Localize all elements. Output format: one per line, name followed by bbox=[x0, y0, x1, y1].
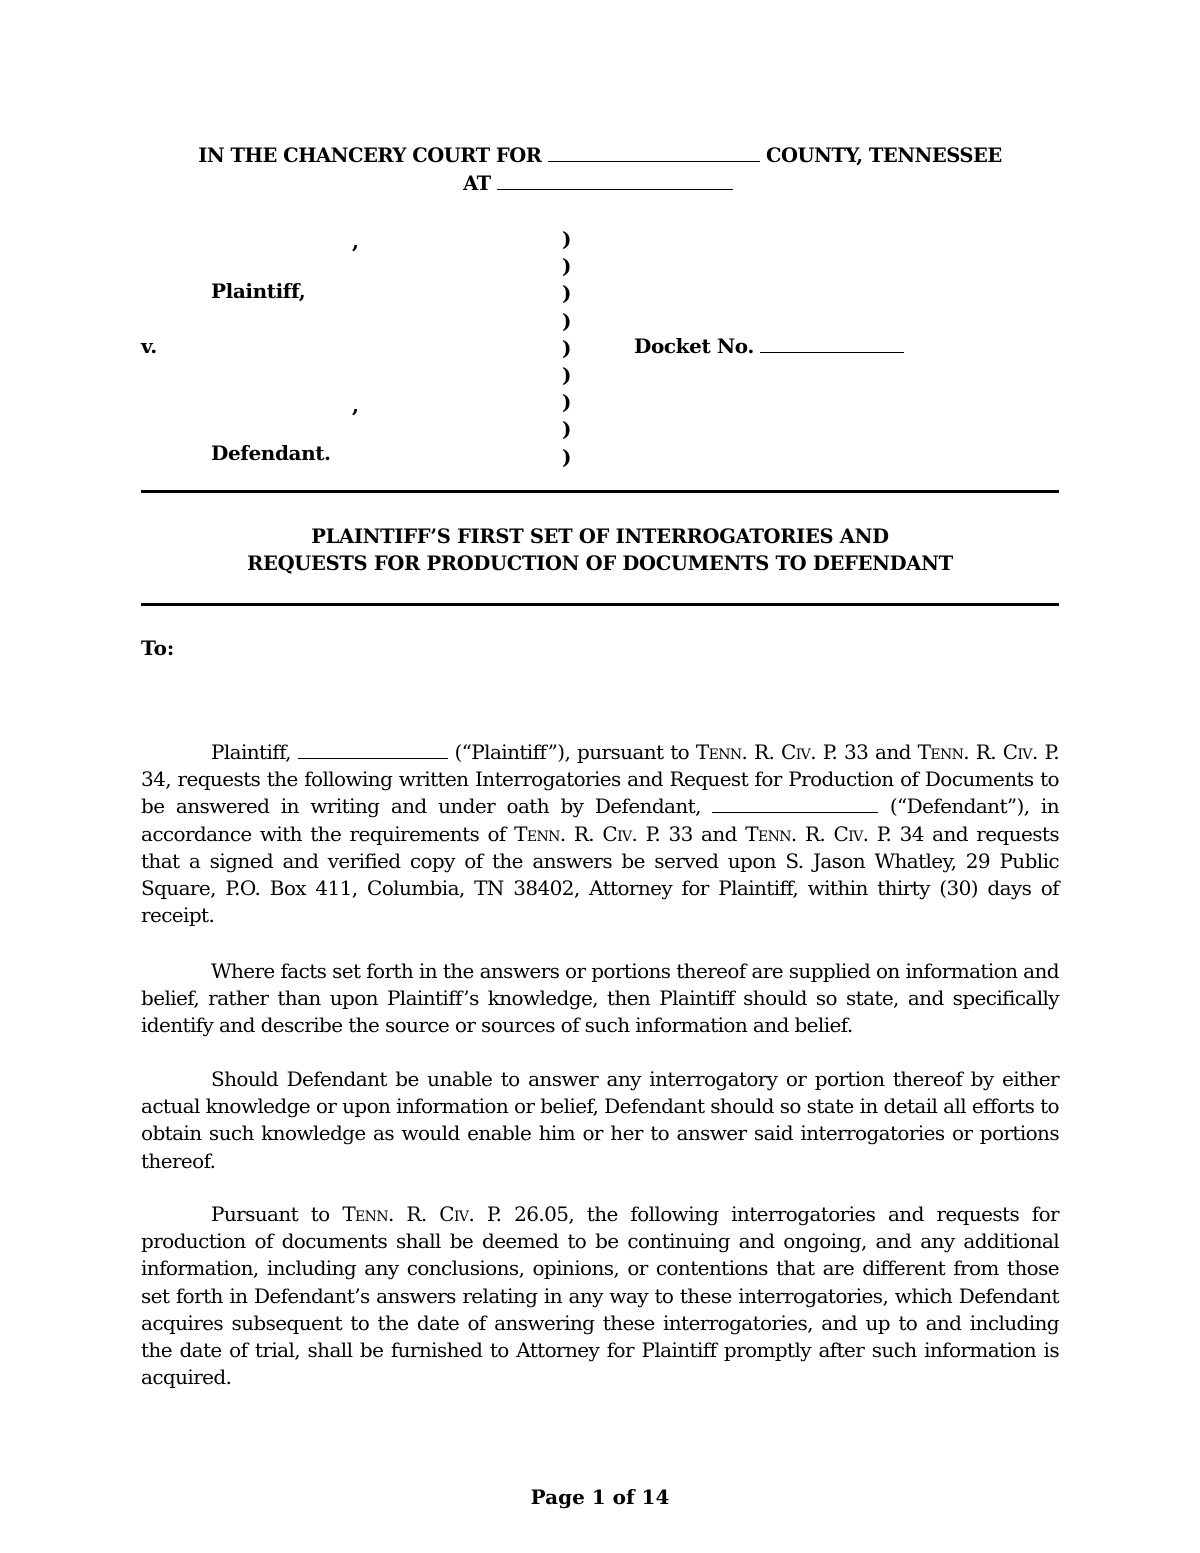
docket-label: Docket No. bbox=[634, 334, 754, 358]
title-rule-top bbox=[141, 490, 1059, 493]
caption-paren: ) bbox=[562, 281, 572, 306]
p4-text: . P. 26.05, the following interrogatories and requests for production of documents shall be deemed to be continuing and ongoing, and any additional information, including any conclusions, opinions, or contentions that are different from those set forth in Defendant’s answers relating in any way to these interrogatories, which Defendant acquires subsequent to the date of answering these interrogatories, and up to and including the date of trial, shall be furnished to Attorney for Plaintiff promptly after such information is acquired. bbox=[141, 1202, 1059, 1390]
caption-paren: ) bbox=[562, 362, 572, 387]
caption-paren: ) bbox=[562, 417, 572, 442]
caption-paren: ) bbox=[562, 254, 572, 279]
to-label: To: bbox=[141, 636, 175, 660]
docket-number bbox=[634, 334, 904, 358]
defendant-name-blank bbox=[712, 798, 878, 813]
caption-parentheses bbox=[562, 226, 571, 471]
plaintiff-label: Plaintiff, bbox=[211, 279, 306, 303]
docket-blank bbox=[760, 336, 904, 353]
court-heading bbox=[0, 144, 1200, 167]
document-title-line-2: REQUESTS FOR PRODUCTION OF DOCUMENTS TO DEFENDANT bbox=[247, 552, 953, 575]
p1-text: (“Defendant”), in accordance with the requirements of bbox=[141, 794, 1060, 846]
caption-paren: ) bbox=[562, 308, 572, 333]
p1-text: Plaintiff, bbox=[211, 740, 291, 764]
document-title-line-1: PLAINTIFF’S FIRST SET OF INTERROGATORIES AND bbox=[311, 525, 889, 548]
caption-paren: ) bbox=[562, 335, 572, 360]
p1-text: . P. 33 and bbox=[810, 740, 911, 764]
p4-rule-ref: . R. bbox=[387, 1202, 427, 1226]
p1-rule-ref: Civ bbox=[781, 740, 811, 764]
p1-rule-ref: Tenn bbox=[695, 740, 742, 764]
p1-text: . P. 34, requests the following written Interrogatories and Request for Production of Documents to be answered in writing and under oath by Defendant, bbox=[141, 740, 1060, 819]
p4-rule-ref: Civ bbox=[439, 1202, 469, 1226]
caption-paren: ) bbox=[562, 444, 572, 469]
paragraph-continuing bbox=[141, 1201, 1059, 1391]
p1-rule-ref: Civ bbox=[602, 821, 632, 846]
defendant-label: Defendant. bbox=[211, 441, 331, 465]
defendant-name-comma: , bbox=[352, 393, 359, 417]
p4-text: Pursuant to bbox=[211, 1202, 330, 1226]
plaintiff-name-comma: , bbox=[352, 229, 359, 253]
paragraph-unable-to-answer bbox=[141, 1066, 1059, 1175]
title-rule-bottom bbox=[141, 603, 1059, 606]
court-location bbox=[0, 172, 1198, 195]
p1-text: . P. 33 and bbox=[631, 821, 737, 846]
plaintiff-name-blank bbox=[298, 744, 448, 759]
p1-rule-ref: Civ bbox=[1002, 740, 1032, 764]
p1-rule-ref: . R. bbox=[963, 740, 997, 764]
court-suffix: COUNTY, TENNESSEE bbox=[766, 144, 1002, 167]
p1-rule-ref: . R. bbox=[790, 821, 826, 846]
paragraph-intro bbox=[141, 739, 1059, 929]
p1-rule-ref: Tenn bbox=[745, 821, 791, 846]
p1-rule-ref: Tenn bbox=[514, 821, 560, 846]
at-label: AT bbox=[463, 172, 491, 195]
caption-paren: ) bbox=[562, 227, 572, 251]
versus-label: v. bbox=[141, 334, 157, 358]
caption-paren: ) bbox=[562, 390, 572, 415]
p3-text: Should Defendant be unable to answer any interrogatory or portion thereof by either actual knowledge or upon information or belief, Defendant should so state in detail all efforts to obtain such knowledge as would enable him or her to answer said interrogatories or portions thereof. bbox=[141, 1067, 1059, 1173]
county-blank bbox=[548, 145, 760, 162]
p1-text: (“Plaintiff”), pursuant to bbox=[454, 740, 690, 764]
paragraph-information-belief bbox=[141, 958, 1059, 1040]
p1-text: . P. 34 and requests that a signed and verified copy of the answers be served upon S. Jason Whatley, 29 Public Square, P.O. Box 411, Columbia, TN 38402, Attorney for Plaintiff, within thirty (30) days of receipt. bbox=[141, 821, 1059, 928]
location-blank bbox=[497, 173, 733, 190]
p1-rule-ref: . R. bbox=[741, 740, 775, 764]
p1-rule-ref: Tenn bbox=[917, 740, 964, 764]
p1-rule-ref: Civ bbox=[833, 821, 863, 846]
p2-text: Where facts set forth in the answers or portions thereof are supplied on information and belief, rather than upon Plaintiff’s knowledge, then Plaintiff should so state, and specifically identify and describe the source or sources of such information and belief. bbox=[141, 959, 1059, 1038]
p1-rule-ref: . R. bbox=[559, 821, 595, 846]
p4-rule-ref: Tenn bbox=[342, 1202, 388, 1226]
page-number: Page 1 of 14 bbox=[530, 1485, 670, 1509]
court-prefix: IN THE CHANCERY COURT FOR bbox=[198, 144, 542, 167]
